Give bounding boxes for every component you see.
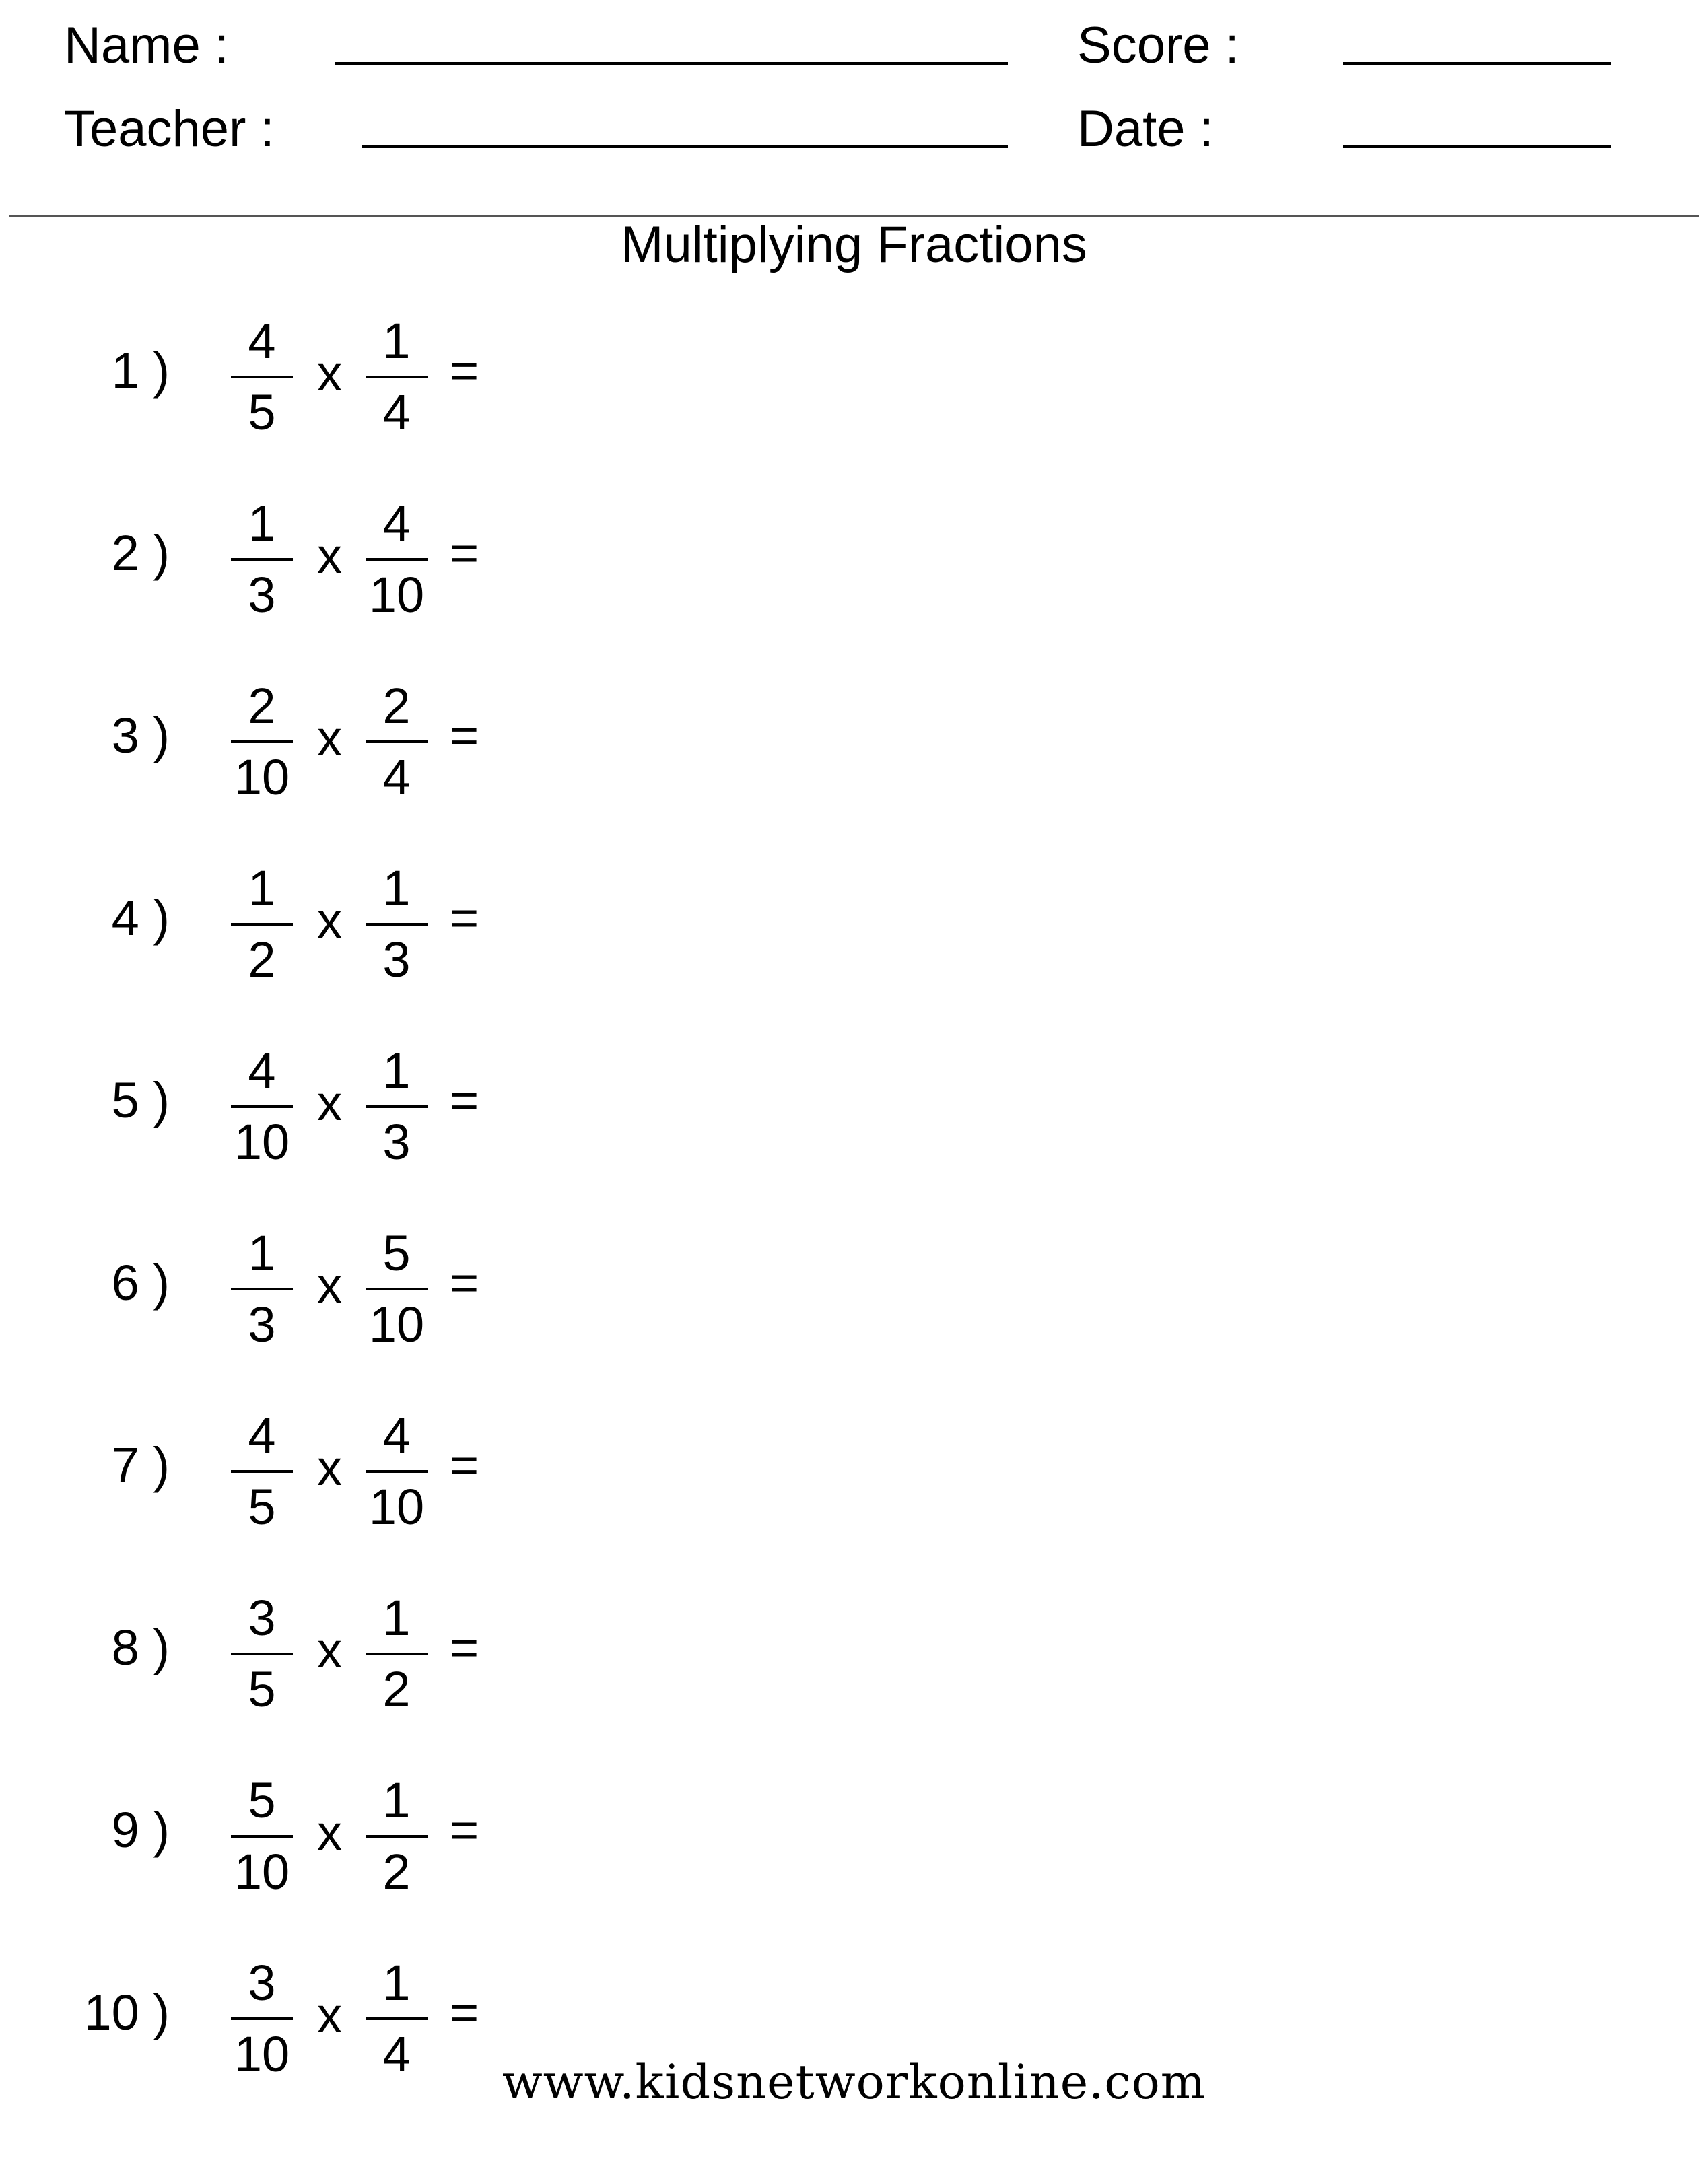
problem-item — [0, 860, 606, 998]
denominator: 2 — [248, 932, 276, 987]
fraction-bar — [231, 1470, 293, 1473]
numerator: 2 — [382, 678, 411, 734]
numerator: 4 — [248, 313, 276, 369]
numerator: 4 — [382, 495, 411, 551]
name-label: Name : — [64, 17, 229, 74]
numerator: 1 — [248, 860, 276, 916]
fraction-second — [366, 1043, 428, 1174]
denominator: 10 — [234, 1844, 290, 1900]
problem-number: 7 ) — [111, 1437, 170, 1493]
score-label: Score : — [1077, 17, 1239, 74]
fraction-first — [231, 1590, 293, 1721]
numerator: 4 — [248, 1408, 276, 1463]
numerator: 5 — [248, 1772, 276, 1828]
denominator: 10 — [368, 567, 425, 623]
denominator: 3 — [248, 567, 276, 623]
fraction-bar — [366, 376, 428, 378]
page-title: Multiplying Fractions — [621, 216, 1087, 273]
equals-sign: = — [450, 1802, 479, 1858]
denominator: 4 — [382, 749, 411, 805]
problem-item — [0, 313, 606, 451]
fraction-second — [366, 1408, 428, 1539]
fraction-second — [366, 313, 428, 444]
problem-number: 9 ) — [111, 1802, 170, 1858]
equals-sign: = — [450, 1437, 479, 1493]
numerator: 5 — [382, 1225, 411, 1281]
denominator: 4 — [382, 2026, 411, 2082]
denominator: 5 — [248, 1479, 276, 1535]
equals-sign: = — [450, 1620, 479, 1675]
problem-item — [0, 678, 606, 816]
times-sign: x — [317, 345, 342, 401]
fraction-bar — [231, 2017, 293, 2020]
denominator: 10 — [234, 2026, 290, 2082]
problem-number: 4 ) — [111, 890, 170, 946]
times-sign: x — [317, 1622, 342, 1678]
name-answer-line[interactable] — [335, 62, 1008, 65]
problem-item — [0, 495, 606, 633]
denominator: 3 — [248, 1296, 276, 1352]
date-answer-line[interactable] — [1343, 145, 1611, 148]
denominator: 10 — [368, 1479, 425, 1535]
fraction-bar — [366, 1653, 428, 1655]
fraction-first — [231, 1408, 293, 1539]
problem-number: 8 ) — [111, 1620, 170, 1675]
numerator: 3 — [248, 1590, 276, 1646]
numerator: 3 — [248, 1955, 276, 2011]
fraction-bar — [366, 558, 428, 561]
numerator: 1 — [382, 1772, 411, 1828]
problem-number: 3 ) — [111, 707, 170, 763]
times-sign: x — [317, 1440, 342, 1496]
problem-item — [0, 1772, 606, 1910]
date-label: Date : — [1077, 100, 1214, 158]
equals-sign: = — [450, 525, 479, 581]
denominator: 3 — [382, 932, 411, 987]
times-sign: x — [317, 893, 342, 948]
problem-item — [0, 1408, 606, 1546]
fraction-second — [366, 678, 428, 809]
times-sign: x — [317, 1805, 342, 1861]
fraction-second — [366, 1590, 428, 1721]
fraction-second — [366, 860, 428, 992]
numerator: 1 — [382, 1955, 411, 2011]
fraction-first — [231, 1225, 293, 1356]
numerator: 1 — [248, 495, 276, 551]
problem-number: 5 ) — [111, 1072, 170, 1128]
denominator: 10 — [368, 1296, 425, 1352]
fraction-first — [231, 860, 293, 992]
footer-url: www.kidsnetworkonline.com — [502, 2054, 1206, 2110]
denominator: 4 — [382, 384, 411, 440]
fraction-bar — [366, 1835, 428, 1838]
times-sign: x — [317, 1075, 342, 1131]
problem-number: 2 ) — [111, 525, 170, 581]
fraction-bar — [231, 1653, 293, 1655]
fraction-bar — [366, 1470, 428, 1473]
numerator: 4 — [248, 1043, 276, 1099]
equals-sign: = — [450, 343, 479, 399]
fraction-first — [231, 495, 293, 627]
numerator: 1 — [382, 1043, 411, 1099]
equals-sign: = — [450, 1984, 479, 2040]
fraction-bar — [231, 1288, 293, 1290]
times-sign: x — [317, 1987, 342, 2043]
fraction-bar — [366, 2017, 428, 2020]
fraction-bar — [366, 923, 428, 926]
fraction-second — [366, 1225, 428, 1356]
numerator: 1 — [382, 313, 411, 369]
equals-sign: = — [450, 890, 479, 946]
fraction-bar — [366, 740, 428, 743]
fraction-bar — [231, 1835, 293, 1838]
times-sign: x — [317, 528, 342, 584]
denominator: 2 — [382, 1844, 411, 1900]
equals-sign: = — [450, 1255, 479, 1311]
problem-item — [0, 1590, 606, 1728]
fraction-bar — [366, 1288, 428, 1290]
teacher-answer-line[interactable] — [362, 145, 1008, 148]
fraction-bar — [231, 558, 293, 561]
fraction-bar — [231, 923, 293, 926]
fraction-first — [231, 678, 293, 809]
problem-item — [0, 1225, 606, 1363]
numerator: 1 — [248, 1225, 276, 1281]
times-sign: x — [317, 1257, 342, 1313]
fraction-bar — [366, 1105, 428, 1108]
denominator: 10 — [234, 1114, 290, 1170]
times-sign: x — [317, 710, 342, 766]
denominator: 5 — [248, 1661, 276, 1717]
problem-number: 1 ) — [111, 343, 170, 399]
numerator: 4 — [382, 1408, 411, 1463]
fraction-bar — [231, 740, 293, 743]
teacher-label: Teacher : — [64, 100, 275, 158]
denominator: 10 — [234, 749, 290, 805]
problem-number: 6 ) — [111, 1255, 170, 1311]
equals-sign: = — [450, 1072, 479, 1128]
fraction-second — [366, 495, 428, 627]
fraction-first — [231, 313, 293, 444]
fraction-first — [231, 1772, 293, 1904]
fraction-second — [366, 1772, 428, 1904]
problem-number: 10 ) — [83, 1984, 170, 2040]
fraction-bar — [231, 1105, 293, 1108]
denominator: 5 — [248, 384, 276, 440]
denominator: 3 — [382, 1114, 411, 1170]
fraction-first — [231, 1043, 293, 1174]
fraction-bar — [231, 376, 293, 378]
score-answer-line[interactable] — [1343, 62, 1611, 65]
numerator: 1 — [382, 1590, 411, 1646]
equals-sign: = — [450, 707, 479, 763]
numerator: 1 — [382, 860, 411, 916]
numerator: 2 — [248, 678, 276, 734]
denominator: 2 — [382, 1661, 411, 1717]
problem-item — [0, 1043, 606, 1181]
